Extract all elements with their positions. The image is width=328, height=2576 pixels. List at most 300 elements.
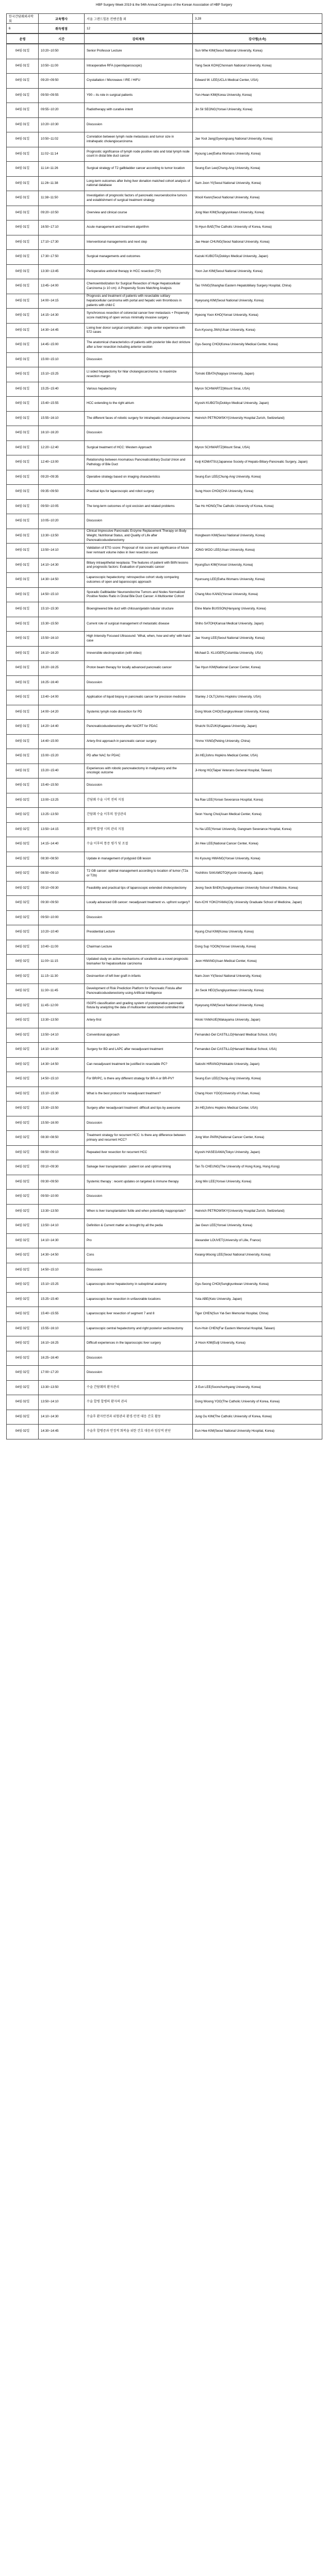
table-row — [7, 103, 322, 118]
row-subject: Overview and clinical course — [85, 206, 193, 221]
row-speaker: Wooil Kwon(Seoul National University, Korea) — [193, 191, 322, 206]
row-speaker — [193, 910, 322, 925]
row-time: 16:10~16:20 — [39, 646, 85, 661]
row-speaker: Michael D. KLUGER(Columbia University, USA) — [193, 646, 322, 661]
row-speaker — [193, 514, 322, 529]
table-row — [7, 896, 322, 911]
row-subject: Discussion — [85, 426, 193, 441]
row-time: 13:30~13:50 — [39, 529, 85, 544]
row-subject: Discussion — [85, 1366, 193, 1381]
table-row — [7, 867, 322, 882]
row-subject: Surgical treatment of HCC: Western Approach — [85, 440, 193, 455]
participants-label: 취득평점 — [39, 24, 85, 33]
row-speaker: Yuta ABE(Keio University, Japan) — [193, 1292, 322, 1307]
row-time: 14:15~14:40 — [39, 837, 85, 852]
row-date: 04월 02일 — [7, 1233, 39, 1248]
row-speaker: HyungSun KIM(Yonsei University, Korea) — [193, 558, 322, 573]
table-row — [7, 1131, 322, 1146]
row-speaker: Hongbeom KIM(Seoul National University, Korea) — [193, 529, 322, 544]
row-subject: Application of liquid biopsy in pancreatic cancer for precision medicine — [85, 690, 193, 705]
row-time: 16:10~16:25 — [39, 1336, 85, 1351]
row-speaker: Gyu-Seong CHOI(Sungkyunkwan University, Korea) — [193, 1278, 322, 1293]
table-row — [7, 147, 322, 162]
row-speaker: Jae Hwan CHUNG(Seoul National University, Korea) — [193, 235, 322, 250]
table-row — [7, 1013, 322, 1028]
table-row — [7, 1263, 322, 1278]
row-date: 04월 02일 — [7, 1292, 39, 1307]
table-row — [7, 1292, 322, 1307]
row-date: 04월 01일 — [7, 587, 39, 602]
row-time: 13:30~13:50 — [39, 1013, 85, 1028]
table-row — [7, 632, 322, 647]
row-date: 04월 01일 — [7, 147, 39, 162]
row-date: 04월 01일 — [7, 544, 39, 558]
row-time: 15:40~15:50 — [39, 778, 85, 793]
row-date: 04월 01일 — [7, 470, 39, 485]
row-speaker: Jin HE(Johns Hopkins Medical Center, USA) — [193, 1101, 322, 1116]
row-date: 04월 01일 — [7, 661, 39, 676]
row-time: 08:30~08:50 — [39, 852, 85, 867]
row-subject: Development of Risk Prediction Platform for Pancreatic Fistula after Pancreaticoduodenectomy using Artificial Intelligence — [85, 984, 193, 999]
row-time: 14:30~14:45 — [39, 1425, 85, 1439]
table-row — [7, 1175, 322, 1190]
row-subject: Artery-first approach in pancreatic cancer surgery — [85, 734, 193, 749]
row-date: 04월 02일 — [7, 867, 39, 882]
row-date: 04월 01일 — [7, 440, 39, 455]
row-speaker: Yoshihiro SAKAMOTO(Kyorin University, Japan) — [193, 867, 322, 882]
row-speaker: Seon Young Choi(Asan Medical Center, Korea) — [193, 808, 322, 823]
row-subject: Long-term outcomes after living liver donation matched cohort analysis of national database — [85, 176, 193, 191]
row-subject: 수술 이후의 통증 평가 및 조절 — [85, 837, 193, 852]
row-speaker: Hiroki YAMAUE(Wakayama University, Japan) — [193, 1013, 322, 1028]
row-date: 04월 02일 — [7, 881, 39, 896]
row-date: 04월 01일 — [7, 734, 39, 749]
row-speaker: Hyung Chul KIM(Korea University, Korea) — [193, 925, 322, 940]
row-date: 04월 01일 — [7, 382, 39, 397]
table-row — [7, 44, 322, 59]
row-date: 04월 02일 — [7, 1395, 39, 1410]
row-time: 13:50~14:10 — [39, 1395, 85, 1410]
row-speaker: Kwang-Woong LEE(Seoul National University, Korea) — [193, 1248, 322, 1263]
row-date: 04월 02일 — [7, 1219, 39, 1234]
table-row — [7, 411, 322, 426]
row-speaker — [193, 1263, 322, 1278]
row-subject: Can neoadjuvant treatment be justified in resectable PC? — [85, 1057, 193, 1072]
row-subject: Radiotherapy with curative intent — [85, 103, 193, 118]
row-date: 04월 02일 — [7, 1336, 39, 1351]
row-speaker: Ji Eun LEE(Soonchunhyang University, Korea) — [193, 1380, 322, 1395]
row-speaker: Hyunsung LEE(Ewha Womans University, Korea) — [193, 573, 322, 588]
row-date: 04월 01일 — [7, 74, 39, 89]
row-subject: What is the best protocol for neoadjuvant treatment? — [85, 1087, 193, 1101]
row-speaker: Eun-Kyoung JWA(Ulsan University, Korea) — [193, 323, 322, 338]
row-time: 15:40~15:55 — [39, 397, 85, 412]
row-time: 10:20~10:30 — [39, 117, 85, 132]
row-time: 11:15~11:30 — [39, 969, 85, 984]
table-row — [7, 690, 322, 705]
row-subject: Proton beam therapy for locally advanced pancreatic cancer — [85, 661, 193, 676]
table-row — [7, 705, 322, 720]
row-date: 04월 01일 — [7, 309, 39, 324]
row-date: 04월 01일 — [7, 323, 39, 338]
row-time: 09:30~09:50 — [39, 896, 85, 911]
row-date: 04월 01일 — [7, 59, 39, 74]
table-row — [7, 573, 322, 588]
row-time: 14:45~15:00 — [39, 338, 85, 353]
row-speaker: Heinrich PETROWSKY(University Hospital Zurich, Switzerland) — [193, 1204, 322, 1219]
row-subject: 췌장액 발생 시의 관리 지침 — [85, 822, 193, 837]
row-time: 12:20~12:40 — [39, 440, 85, 455]
row-date: 04월 01일 — [7, 573, 39, 588]
row-subject: 수술후 환자안전과 위험관리 환경·안전 대응 간호 활동 — [85, 1410, 193, 1425]
credits: 12 — [85, 24, 193, 33]
row-speaker: Tan To CHEUNG(The University of Hong Kong, Hong Kong) — [193, 1160, 322, 1175]
row-speaker: Jin Sil SEONG(Yonsei University, Korea) — [193, 103, 322, 118]
table-row — [7, 617, 322, 632]
row-speaker — [193, 426, 322, 441]
row-time: 10:40~11:00 — [39, 940, 85, 955]
row-time: 13:00~13:25 — [39, 793, 85, 808]
row-time: 14:10~14:30 — [39, 1410, 85, 1425]
table-row — [7, 808, 322, 823]
table-row — [7, 558, 322, 573]
row-speaker: Eline Marie BUISSON(Hanyang University, Korea) — [193, 602, 322, 617]
row-speaker: Kun-Hsin CHEN(Far Eastern Memorial Hospital, Taiwan) — [193, 1321, 322, 1336]
table-row — [7, 250, 322, 265]
row-speaker: Sun Whe KIM(Seoul National University, Korea) — [193, 44, 322, 59]
row-speaker — [193, 778, 322, 793]
row-time: 16:10~16:20 — [39, 426, 85, 441]
table-row — [7, 602, 322, 617]
row-date: 04월 01일 — [7, 455, 39, 470]
row-time: 12:40~13:00 — [39, 455, 85, 470]
row-time: 14:40~15:00 — [39, 734, 85, 749]
row-time: 11:14~11:26 — [39, 162, 85, 177]
row-subject: High Intensity Focused Ultrasound: 'What, when, how and why' with hand case — [85, 632, 193, 647]
row-speaker: Tomoki EBATA(Nagoya University, Japan) — [193, 367, 322, 382]
table-row — [7, 925, 322, 940]
row-subject: 수술 간담췌의 환자관리 — [85, 1380, 193, 1395]
row-date: 04월 02일 — [7, 1175, 39, 1190]
row-time: 14:10~14:30 — [39, 558, 85, 573]
table-row — [7, 59, 322, 74]
row-subject: Lt sided hepatectomy for hilar cholangiocarcinoma: to maximize resection margin — [85, 367, 193, 382]
row-date: 04월 01일 — [7, 749, 39, 764]
row-time: 16:25~16:40 — [39, 675, 85, 690]
row-time: 11:30~11:45 — [39, 984, 85, 999]
row-time: 15:25~15:40 — [39, 1292, 85, 1307]
row-time: 15:55~16:10 — [39, 411, 85, 426]
row-date: 04월 01일 — [7, 485, 39, 500]
row-subject: Synchronous resection of colorectal cancer liver metastasis + Propensity score matching of open versus minimally invasive surgery — [85, 309, 193, 324]
row-date: 04월 01일 — [7, 705, 39, 720]
row-speaker: Kiyoshi HASEGAWA(Tokyo University, Japan) — [193, 1145, 322, 1160]
table-row — [7, 1145, 322, 1160]
row-subject: Living liver donor surgical complication : single center experience with 572 cases — [85, 323, 193, 338]
table-row — [7, 837, 322, 852]
table-row — [7, 661, 322, 676]
row-speaker: Jae Geun LEE(Yonsei University, Korea) — [193, 1219, 322, 1234]
row-subject: When is liver transplantation futile and when potentially inappropriate? — [85, 1204, 193, 1219]
table-row — [7, 397, 322, 412]
table-row — [7, 1321, 322, 1336]
row-speaker: Jong Min LEE(Yonsei University, Korea) — [193, 1175, 322, 1190]
row-time: 17:10~17:30 — [39, 235, 85, 250]
event-info-table — [6, 13, 322, 33]
row-date: 04월 02일 — [7, 1321, 39, 1336]
row-date: 04월 01일 — [7, 632, 39, 647]
row-date: 04월 01일 — [7, 690, 39, 705]
row-time: 14:20~14:40 — [39, 720, 85, 735]
row-date: 04월 01일 — [7, 617, 39, 632]
table-row — [7, 969, 322, 984]
row-subject: Relationship between Anomalous Pancreaticobiliary Ductal Union and Pathology of Bile Duct — [85, 455, 193, 470]
row-time: 10:50~11:02 — [39, 132, 85, 147]
row-speaker: Yun-Hwan KIM(Korea University, Korea) — [193, 88, 322, 103]
row-date: 04월 01일 — [7, 426, 39, 441]
row-speaker: Nam-Joon YI(Seoul National University, Korea) — [193, 969, 322, 984]
row-speaker: Ho Kyoung HWANG(Yonsei University, Korea) — [193, 852, 322, 867]
row-time: 14:50~15:10 — [39, 1263, 85, 1278]
row-subject: Practical tips for laparoscopic and robot surgery — [85, 485, 193, 500]
table-row — [7, 544, 322, 558]
table-row — [7, 309, 322, 324]
row-speaker: Kiyoshi KUBOTA(Dokkyo Medical University, Japan) — [193, 397, 322, 412]
row-date: 04월 02일 — [7, 1248, 39, 1263]
row-speaker: Yang Seok KOH(Chonnam National University, Korea) — [193, 59, 322, 74]
row-subject: Surgical managements and outcomes — [85, 250, 193, 265]
row-time: 10:05~10:20 — [39, 514, 85, 529]
row-time: 17:00~17:20 — [39, 1366, 85, 1381]
table-row — [7, 1336, 322, 1351]
row-date: 04월 01일 — [7, 514, 39, 529]
row-time: 15:00~15:10 — [39, 352, 85, 367]
row-subject: Salvage liver transplantation : patient ion and optimal timing — [85, 1160, 193, 1175]
row-subject: Intraoperative RFA (open/laparoscopic) — [85, 59, 193, 74]
table-row — [7, 485, 322, 500]
table-row — [7, 720, 322, 735]
row-speaker: Seung Eun LEE(Chung-Ang University, Korea) — [193, 470, 322, 485]
schedule-table — [6, 44, 322, 1439]
row-subject: Laparoscopic hepatectomy: retrospective cohort study comparing outcomes of open and laparoscopic approach — [85, 573, 193, 588]
row-speaker: Ji Hoon KIM(Eulji University, Korea) — [193, 1336, 322, 1351]
row-speaker: Ken-ICHI YOKOYAMA(City University Graduate School of Medicine, Japan) — [193, 896, 322, 911]
table-row — [7, 1351, 322, 1366]
row-date: 04월 01일 — [7, 88, 39, 103]
table-row — [7, 646, 322, 661]
row-date: 04월 01일 — [7, 117, 39, 132]
row-time: 15:40~15:55 — [39, 1307, 85, 1322]
table-row — [7, 162, 322, 177]
row-subject: Discussion — [85, 1263, 193, 1278]
row-time: 13:30~13:50 — [39, 1380, 85, 1395]
row-speaker: Hyeyoung KIM(Seoul National University, Korea) — [193, 294, 322, 309]
row-date: 04월 02일 — [7, 1072, 39, 1087]
row-date: 04월 01일 — [7, 235, 39, 250]
table-row — [7, 1278, 322, 1293]
row-subject: Investigation of prognostic factors of pancreatic neuroendocrine tumors and establishment of surgical treatment strategy — [85, 191, 193, 206]
header-subject: 강의제목 — [85, 34, 193, 44]
table-row — [7, 1233, 322, 1248]
row-time: 09:35~09:50 — [39, 485, 85, 500]
row-subject: The different faces of robotic surgery for intrahepatic cholangiocarcinoma — [85, 411, 193, 426]
row-speaker: Hyeong Yoon KHO(Yonsei University, Korea) — [193, 309, 322, 324]
row-subject: Validation of ETG score: Proposal of risk score and significance of future liver remnant volume index in liver resection cases — [85, 544, 193, 558]
row-subject: Perioperative antiviral therapy in HCC resection (TP) — [85, 264, 193, 279]
row-subject: Definition & Current matter as brought by all the pedia — [85, 1219, 193, 1234]
table-row — [7, 514, 322, 529]
header-date: 운영 — [7, 34, 39, 44]
row-speaker — [193, 117, 322, 132]
row-time: 10:50~11:00 — [39, 59, 85, 74]
row-speaker: Si-Hyun BAE(The Catholic University of Korea, Korea) — [193, 221, 322, 235]
table-row — [7, 323, 322, 338]
table-row — [7, 338, 322, 353]
row-date: 04월 02일 — [7, 1410, 39, 1425]
row-time: 09:20~10:50 — [39, 206, 85, 221]
row-speaker: Myron SCHWARTZ(Mount Sinai, USA) — [193, 382, 322, 397]
row-subject: Surgery after neoadjuvant treatment: difficult and tips by awesome — [85, 1101, 193, 1116]
row-speaker: Jin Seok HEO(Sungkyunkwan University, Korea) — [193, 984, 322, 999]
row-date: 04월 02일 — [7, 1204, 39, 1219]
table-row — [7, 264, 322, 279]
row-speaker: Seung Eun Lee(Chung-Ang University, Korea) — [193, 162, 322, 177]
row-date: 04월 01일 — [7, 499, 39, 514]
row-speaker: Heinrich PETROWSKY(University Hospital Zurich, Switzerland) — [193, 411, 322, 426]
row-date: 04월 02일 — [7, 925, 39, 940]
row-date: 04월 02일 — [7, 822, 39, 837]
row-time: 08:50~09:10 — [39, 867, 85, 882]
table-row — [7, 1101, 322, 1116]
row-speaker: Seung Eun LEE(Chung-Ang University, Korea) — [193, 1072, 322, 1087]
row-date: 04월 01일 — [7, 646, 39, 661]
row-time: 16:25~16:40 — [39, 1351, 85, 1366]
table-row — [7, 940, 322, 955]
row-date: 04월 02일 — [7, 955, 39, 970]
row-speaker: Sam Joon YI(Seoul National University, Korea) — [193, 176, 322, 191]
row-speaker: Jeon HWANG(Asan Medical Center, Korea) — [193, 955, 322, 970]
row-time: 10:20~10:40 — [39, 925, 85, 940]
row-subject: Pro — [85, 1233, 193, 1248]
row-date: 04월 02일 — [7, 1160, 39, 1175]
row-subject: Cons — [85, 1248, 193, 1263]
row-speaker: Jin HE(Johns Hopkins Medical Center, USA) — [193, 749, 322, 764]
row-time: 15:30~15:50 — [39, 617, 85, 632]
row-subject: Discussion — [85, 117, 193, 132]
table-row — [7, 221, 322, 235]
table-row — [7, 1160, 322, 1175]
row-time: 09:50~09:55 — [39, 88, 85, 103]
row-speaker: Stanley J OLT(Johns Hopkins University, USA) — [193, 690, 322, 705]
row-date: 04월 01일 — [7, 397, 39, 412]
row-subject: Desinsertion of left liver graft in infants — [85, 969, 193, 984]
table-row — [7, 455, 322, 470]
row-subject: Irreversible electroporation (with video) — [85, 646, 193, 661]
row-subject: Systemic therapy : recent updates on targeted & immune therapy — [85, 1175, 193, 1190]
table-row — [7, 499, 322, 514]
row-subject: Difficult experiences in the laparoscopic liver surgery — [85, 1336, 193, 1351]
row-speaker: Ji-Hong HO(Taipei Veterans General Hospital, Taiwan) — [193, 764, 322, 778]
row-time: 14:30~14:45 — [39, 323, 85, 338]
table-row — [7, 382, 322, 397]
table-row — [7, 1087, 322, 1101]
row-time: 11:00~11:15 — [39, 955, 85, 970]
row-subject: Update in management of polypoid GB lesion — [85, 852, 193, 867]
row-date: 04월 01일 — [7, 250, 39, 265]
row-speaker: Jeong Seok BAEK(Sungkyunkwan University School of Medicine, Korea) — [193, 881, 322, 896]
row-subject: Surgery for BD and LAPC after neoadjuvant treatment — [85, 1043, 193, 1058]
row-time: 11:38~11:50 — [39, 191, 85, 206]
row-subject: Discussion — [85, 778, 193, 793]
row-speaker: Chang Moo KANG(Yonsei University, Korea) — [193, 587, 322, 602]
row-subject: Pancreaticoduodenectomy after NACRT for PDAC — [85, 720, 193, 735]
row-subject: For BR/PC, is there any different strategy for BR-A or BR-PV? — [85, 1072, 193, 1087]
table-row — [7, 1395, 322, 1410]
header-time: 시간 — [39, 34, 85, 44]
row-time: 15:30~15:50 — [39, 1101, 85, 1116]
row-date: 04월 02일 — [7, 1043, 39, 1058]
row-subject: Locally advanced GB cancer: neoadjuvant treatment vs. upfront surgery? — [85, 896, 193, 911]
table-row — [7, 470, 322, 485]
row-speaker — [193, 1116, 322, 1131]
row-date: 04월 02일 — [7, 1028, 39, 1043]
row-time: 14:30~14:50 — [39, 573, 85, 588]
row-date: 04월 02일 — [7, 1101, 39, 1116]
row-subject: The anatomical characteristics of patients with posterior bile duct stricture after a liver resection including anterior section — [85, 338, 193, 353]
row-date: 04월 02일 — [7, 1116, 39, 1131]
row-date: 04월 01일 — [7, 764, 39, 778]
row-speaker: Dong Wook CHOI(Sungkyunkwan University, Korea) — [193, 705, 322, 720]
row-subject: Artery-first — [85, 1013, 193, 1028]
row-time: 09:50~10:05 — [39, 499, 85, 514]
row-speaker — [193, 352, 322, 367]
row-subject: Various hepatectomy — [85, 382, 193, 397]
row-subject: The long-term outcomes of cyst excision and related problems — [85, 499, 193, 514]
row-time: 13:50~14:10 — [39, 544, 85, 558]
row-speaker: Alexander LOUVET(University of Lille, France) — [193, 1233, 322, 1248]
row-time: 15:10~15:30 — [39, 1087, 85, 1101]
row-time: 15:00~15:20 — [39, 749, 85, 764]
row-subject: 수술 합병 합병의 환자의 관리 — [85, 1395, 193, 1410]
row-time: 09:20~09:50 — [39, 74, 85, 89]
row-date: 04월 01일 — [7, 191, 39, 206]
table-row — [7, 132, 322, 147]
row-date: 04월 02일 — [7, 896, 39, 911]
table-row — [7, 881, 322, 896]
row-speaker: Yinmo YANG(Peking University, China) — [193, 734, 322, 749]
row-time: 09:55~10:20 — [39, 103, 85, 118]
table-row — [7, 1425, 322, 1439]
row-date: 04월 01일 — [7, 529, 39, 544]
row-subject: Presidential Lecture — [85, 925, 193, 940]
row-date: 04월 01일 — [7, 602, 39, 617]
row-date: 04월 01일 — [7, 367, 39, 382]
row-time: 15:20~15:40 — [39, 764, 85, 778]
row-time: 13:50~14:15 — [39, 822, 85, 837]
row-time: 13:50~14:10 — [39, 1028, 85, 1043]
row-speaker — [193, 675, 322, 690]
row-speaker: Tae Ho HONG(The Catholic University of Korea, Korea) — [193, 499, 322, 514]
row-date: 04월 01일 — [7, 162, 39, 177]
row-speaker: Tae Hyun KIM(National Cancer Center, Korea) — [193, 661, 322, 676]
row-time: 15:10~15:25 — [39, 367, 85, 382]
row-subject: ISGPS classification and grading system of postoperative pancreatic fistula by analyzing the data of multicenter randomized controlled trial — [85, 998, 193, 1013]
row-subject: Interventional managements and next step — [85, 235, 193, 250]
row-speaker: Chang Hoon YOO(University of Ulsan, Korea) — [193, 1087, 322, 1101]
row-date: 04월 01일 — [7, 411, 39, 426]
date-range: 3.28 — [193, 14, 322, 24]
row-date: 04월 02일 — [7, 940, 39, 955]
